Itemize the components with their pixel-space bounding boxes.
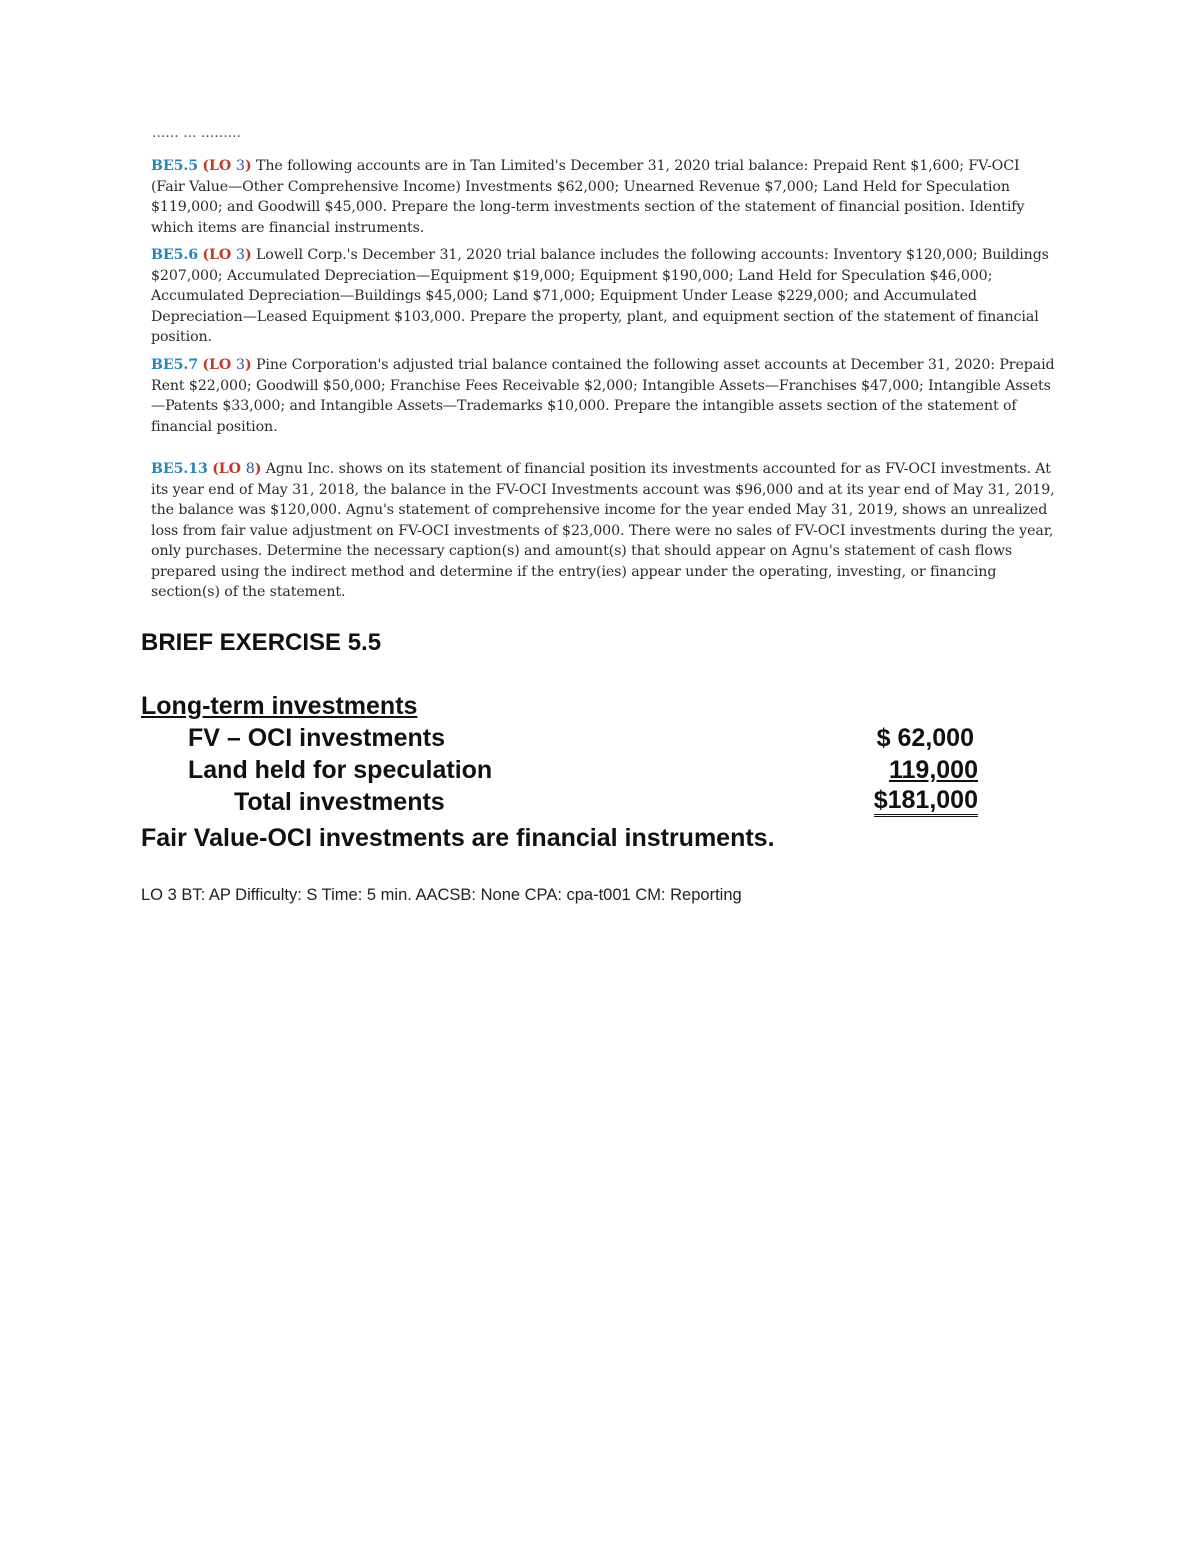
exercise-text: The following accounts are in Tan Limited's December 31, 2020 trial balance: Prepaid Rent $1,600; FV-OCI (Fair Value—Other Comprehensive Income) Investments $62,000; Unearned Revenue $7,000; Land Held for Speculation $119,000; and Goodwill $45,000. Prepare the long-term investments section of the statement of financial position. Identify which items are financial instruments. (151, 158, 1025, 236)
exercise-be5-13 (151, 459, 1056, 603)
row-label-land-held: Land held for speculation (188, 756, 493, 784)
exercise-text: Pine Corporation's adjusted trial balance contained the following asset accounts at December 31, 2020: Prepaid Rent $22,000; Goodwill $50,000; Franchise Fees Receivable $2,000; Intangible Assets—Franchises $47,000; Intangible Assets—Patents $33,000; and Intangible Assets—Trademarks $10,000. Prepare the intangible assets section of the statement of financial position. (151, 357, 1055, 435)
row-label-total: Total investments (234, 788, 445, 816)
learning-objective: (LO 3) (202, 357, 252, 373)
answer-heading: BRIEF EXERCISE 5.5 (141, 629, 382, 656)
learning-objective: (LO 8) (212, 461, 262, 477)
row-amount-fv-oci: $ 62,000 (876, 724, 974, 752)
row-label-fv-oci: FV – OCI investments (188, 724, 446, 752)
exercise-text: Lowell Corp.'s December 31, 2020 trial balance includes the following accounts: Inventory $120,000; Buildings $207,000; Accumulated Depreciation—Equipment $19,000; Equipment $190,000; Land Held for Speculation $46,000; Accumulated Depreciation—Buildings $45,000; Land $71,000; Equipment Under Lease $229,000; and Accumulated Depreciation—Leased Equipment $103,000. Prepare the property, plant, and equipment section of the statement of financial position. (151, 247, 1049, 345)
learning-objective: (LO 3) (202, 247, 252, 263)
exercise-code: BE5.6 (151, 247, 198, 263)
exercise-be5-7 (151, 355, 1056, 437)
conclusion-text: Fair Value-OCI investments are financial instruments. (141, 824, 775, 852)
exercise-text: Agnu Inc. shows on its statement of financial position its investments accounted for as FV-OCI investments. At its year end of May 31, 2018, the balance in the FV-OCI Investments account was $96,000 and at its year end of May 31, 2019, the balance was $120,000. Agnu's statement of comprehensive income for the year ended May 31, 2019, shows an unrealized loss from fair value adjustment on FV-OCI investments of $23,000. There were no sales of FV-OCI investments during the year, only purchases. Determine the necessary caption(s) and amount(s) that should appear on Agnu's statement of cash flows prepared using the indirect method and determine if the entry(ies) appear under the operating, investing, or financing section(s) of the statement. (151, 461, 1055, 600)
footer-note: LO 3 BT: AP Difficulty: S Time: 5 min. AACSB: None CPA: cpa-t001 CM: Reporting (141, 886, 742, 904)
exercise-code: BE5.13 (151, 461, 208, 477)
learning-objective: (LO 3) (202, 158, 252, 174)
exercise-code: BE5.5 (151, 158, 198, 174)
exercise-be5-6 (151, 245, 1056, 348)
exercise-be5-5 (151, 156, 1056, 238)
cut-off-text-line: ...... ... ......... (152, 125, 242, 141)
section-title: Long-term investments (141, 692, 418, 720)
row-amount-land-held: 119,000 (889, 756, 978, 784)
exercise-code: BE5.7 (151, 357, 198, 373)
row-amount-total: $181,000 (862, 786, 978, 814)
